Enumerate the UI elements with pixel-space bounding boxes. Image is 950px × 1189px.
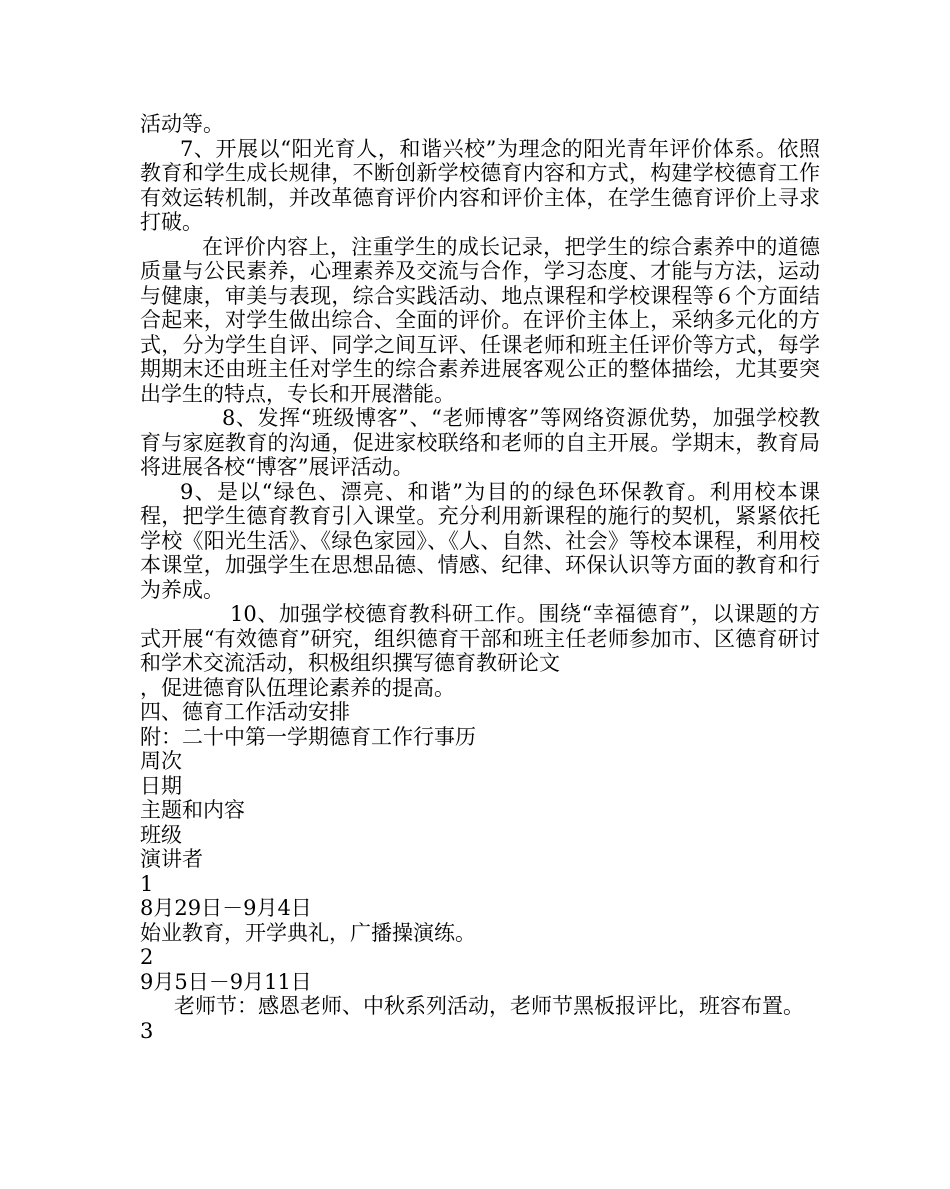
schedule-week: 2 bbox=[140, 945, 154, 969]
schedule-topic: 老师节：感恩老师、中秋系列活动，老师节黑板报评比，班容布置。 bbox=[174, 994, 804, 1018]
column-header-week: 周次 bbox=[140, 749, 182, 773]
column-header-topic: 主题和内容 bbox=[140, 798, 245, 822]
paragraph-continuation: 活动等。 bbox=[140, 112, 224, 136]
paragraph-item-10: 10、加强学校德育教科研工作。围绕“幸福德育”，以课题的方式开展“有效德育”研究，组织德育干部和班主任老师参加市、区德育研讨和学术交流活动，积极组织撰写德育教研论文 bbox=[140, 602, 820, 675]
paragraph-item-8: 8、发挥“班级博客”、“老师博客”等网络资源优势，加强学校教育与家庭教育的沟通，促进家校联络和老师的自主开展。学期末，教育局将进展各校“博客”展评活动。 bbox=[140, 406, 820, 479]
column-header-class: 班级 bbox=[140, 822, 182, 847]
column-header-speaker: 演讲者 bbox=[140, 847, 203, 871]
document-page bbox=[140, 112, 820, 1043]
section-heading: 四、德育工作活动安排 bbox=[140, 700, 350, 724]
schedule-date: 9月5日－9月11日 bbox=[140, 969, 312, 994]
paragraph-item-7: 7、开展以“阳光育人，和谐兴校”为理念的阳光青年评价体系。依照教育和学生成长规律，不断创新学校德育内容和方式，构建学校德育工作有效运转机制，并改革德育评价内容和评价主体，在学生德育评价上寻求打破。 bbox=[140, 136, 820, 234]
text-line: ，促进德育队伍理论素养的提高。 bbox=[140, 675, 455, 700]
schedule-week: 1 bbox=[140, 871, 154, 896]
column-header-date: 日期 bbox=[140, 773, 182, 798]
schedule-topic: 始业教育，开学典礼，广播操演练。 bbox=[140, 920, 476, 945]
paragraph-evaluation-content: 在评价内容上，注重学生的成长记录，把学生的综合素养中的道德质量与公民素养，心理素养及交流与合作，学习态度、才能与方法，运动与健康，审美与表现，综合实践活动、地点课程和学校课程等６个方面结合起来，对学生做出综合、全面的评价。在评价主体上，采纳多元化的方式，分为学生自评、同学之间互评、任课老师和班主任评价等方式，每学期期末还由班主任对学生的综合素养进展客观公正的整体描绘，尤其要突出学生的特点，专长和开展潜能。 bbox=[140, 234, 820, 406]
schedule-week: 3 bbox=[140, 1018, 154, 1043]
paragraph-item-9: 9、是以“绿色、漂亮、和谐”为目的的绿色环保教育。利用校本课程，把学生德育教育引入课堂。充分利用新课程的施行的契机，紧紧依托学校《阳光生活》、《绿色家园》、《人、自然、社会》等校本课程，利用校本课堂，加强学生在思想品德、情感、纪律、环保认识等方面的教育和行为养成。 bbox=[140, 479, 820, 602]
schedule-date: 8月29日－9月4日 bbox=[140, 896, 312, 920]
schedule-title: 附：二十中第一学期德育工作行事历 bbox=[140, 724, 476, 749]
